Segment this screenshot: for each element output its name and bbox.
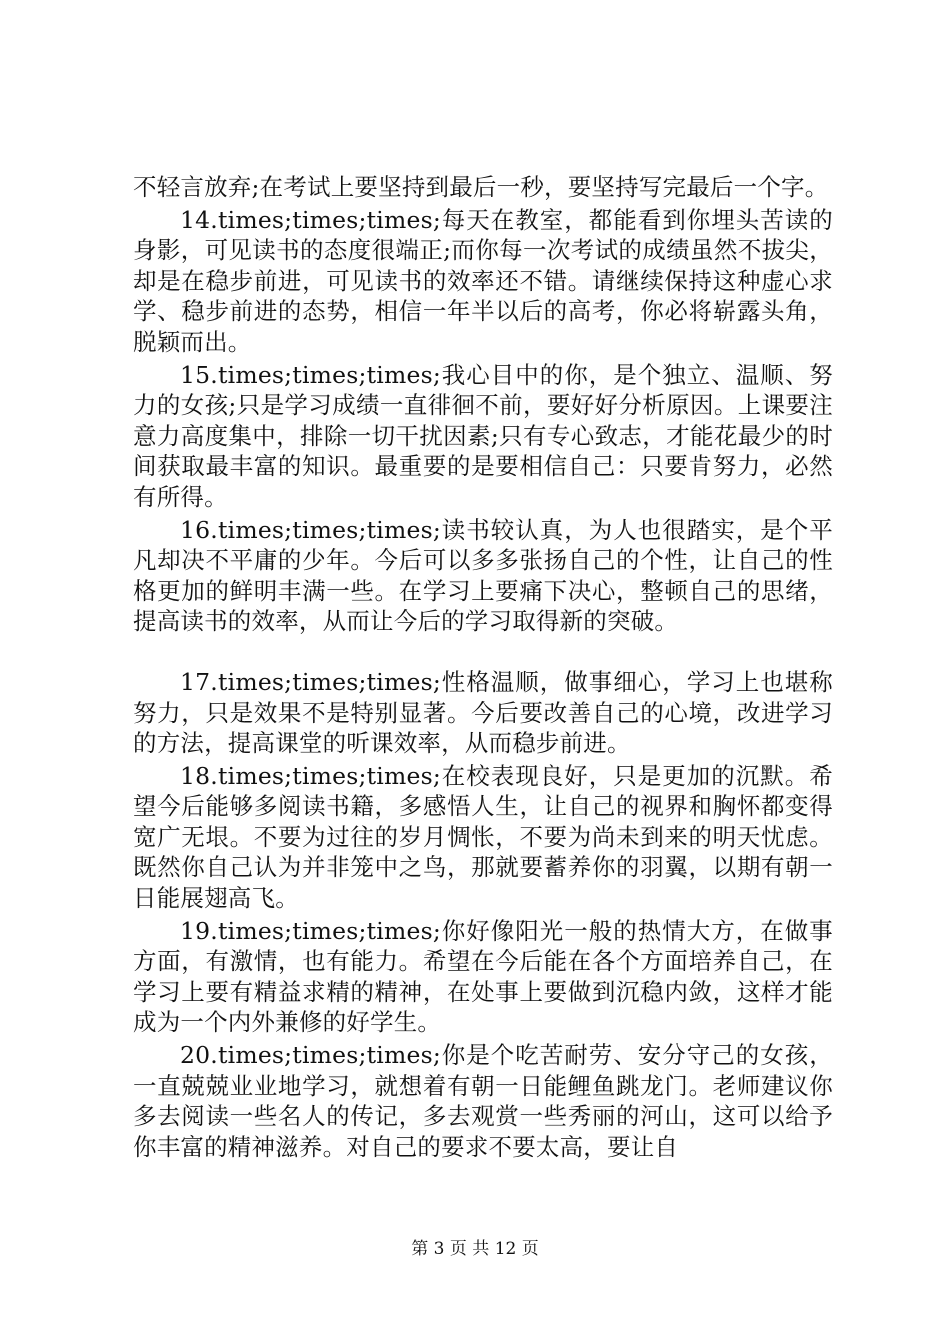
paragraph-item-18: 18.times;times;times;在校表现良好，只是更加的沉默。希望今后能够多阅读书籍，多感悟人生，让自己的视界和胸怀都变得宽广无垠。不要为过往的岁月惆怅，不要为尚未到来的明天忧虑。既然你自己认为并非笼中之鸟，那就要蓄养你的羽翼，以期有朝一日能展翅高飞。 — [133, 761, 833, 913]
paragraph-item-14: 14.times;times;times;每天在教室，都能看到你埋头苦读的身影，可见读书的态度很端正;而你每一次考试的成绩虽然不拔尖，却是在稳步前进，可见读书的效率还不错。请继续保持这种虚心求学、稳步前进的态势，相信一年半以后的高考，你必将崭露头角，脱颖而出。 — [133, 205, 833, 356]
paragraph-continuation: 不轻言放弃;在考试上要坚持到最后一秒，要坚持写完最后一个字。 — [133, 173, 829, 201]
document-body — [133, 172, 833, 1162]
paragraph-item-17: 17.times;times;times;性格温顺，做事细心，学习上也堪称努力，只是效果不是特别显著。今后要改善自己的心境，改进学习的方法，提高课堂的听课效率，从而稳步前进。 — [133, 667, 833, 758]
page-number-footer: 第 3 页 共 12 页 — [411, 1239, 539, 1259]
paragraph-item-19: 19.times;times;times;你好像阳光一般的热情大方，在做事方面，有激情，也有能力。希望在今后能在各个方面培养自己，在学习上要有精益求精的精神，在处事上要做到沉稳内敛，这样才能成为一个内外兼修的好学生。 — [133, 916, 833, 1037]
paragraph-item-16: 16.times;times;times;读书较认真，为人也很踏实，是个平凡却决不平庸的少年。今后可以多多张扬自己的个性，让自己的性格更加的鲜明丰满一些。在学习上要痛下决心，整顿自己的思绪，提高读书的效率，从而让今后的学习取得新的突破。 — [133, 515, 833, 636]
paragraph-item-20: 20.times;times;times;你是个吃苦耐劳、安分守己的女孩，一直兢兢业业地学习，就想着有朝一日能鲤鱼跳龙门。老师建议你多去阅读一些名人的传记，多去观赏一些秀丽的河山，这可以给予你丰富的精神滋养。对自己的要求不要太高，要让自 — [133, 1041, 833, 1161]
paragraph-item-15: 15.times;times;times;我心目中的你，是个独立、温顺、努力的女孩;只是学习成绩一直徘徊不前，要好好分析原因。上课要注意力高度集中，排除一切干扰因素;只有专心致志，才能花最少的时间获取最丰富的知识。最重要的是要相信自己：只要肯努力，必然有所得。 — [133, 360, 833, 511]
